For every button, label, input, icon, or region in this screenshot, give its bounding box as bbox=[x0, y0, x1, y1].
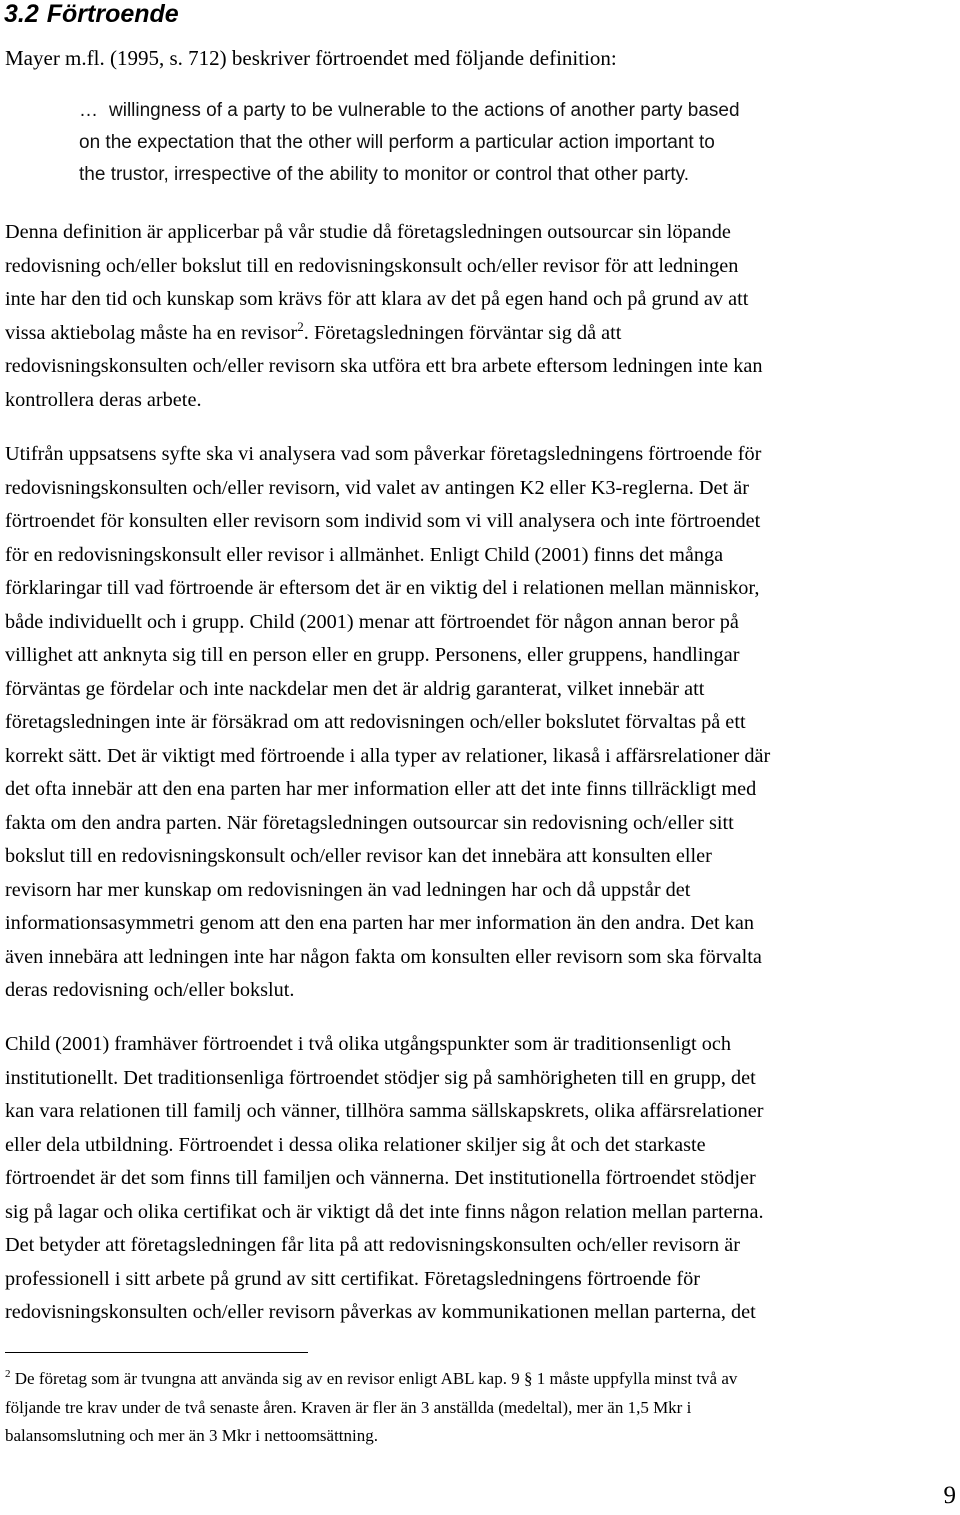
text-line: inte har den tid och kunskap som krävs för att klara av det på egen hand och på grund av att bbox=[5, 288, 749, 310]
text-line: redovisning och/eller bokslut till en redovisningskonsult och/eller revisor för att ledningen bbox=[5, 254, 739, 277]
text-line: företagsledningen inte är försäkrad om att redovisningen och/eller bokslutet förvaltas på ett bbox=[5, 711, 746, 733]
text-line: bokslut till en redovisningskonsult och/eller revisor kan det innebära att konsulten eller bbox=[5, 845, 712, 867]
section-number: 3.2 bbox=[4, 0, 39, 28]
text-line: professionell i sitt arbete på grund av sitt certifikat. Företagsledningens förtroende för bbox=[5, 1267, 700, 1290]
text-line: fakta om den andra parten. När företagsledningen outsourcar sin redovisning och/eller sitt bbox=[5, 811, 734, 834]
text-line: villighet att anknyta sig till en person eller en grupp. Personens, eller gruppens, handlingar bbox=[5, 644, 740, 666]
text-line: deras redovisning och/eller bokslut. bbox=[5, 979, 295, 1001]
text-line: även innebära att ledningen inte har någon fakta om konsulten eller revisorn som ska förvalta bbox=[5, 945, 762, 968]
block-quote bbox=[79, 95, 909, 191]
text-line: förklaringar till vad förtroende är eftersom det är en viktig del i relationen mellan människor, bbox=[5, 577, 760, 599]
text-line: sig på lagar och olika certifikat och är viktigt då det inte finns någon relation mellan parterna. bbox=[5, 1200, 764, 1223]
text-line: för en redovisningskonsult eller revisor i allmänhet. Enligt Child (2001) finns det många bbox=[5, 543, 724, 566]
text-line: förväntas ge fördelar och inte nackdelar men det är aldrig garanterat, vilket innebär att bbox=[5, 677, 705, 700]
intro-text: Mayer m.fl. (1995, s. 712) beskriver förtroendet med följande definition: bbox=[5, 46, 617, 70]
text-line: informationsasymmetri genom att den ena parten har mer information än den andra. Det kan bbox=[5, 912, 755, 934]
text-line: institutionellt. Det traditionsenliga förtroendet stödjer sig på samhörigheten till en grupp, det bbox=[5, 1066, 756, 1089]
text-line: Denna definition är applicerbar på vår studie då företagsledningen outsourcar sin löpande bbox=[5, 221, 731, 243]
footnote-line: balansomslutning och mer än 3 Mkr i nettoomsättning. bbox=[5, 1426, 379, 1445]
text-line: det ofta innebär att den ena parten har mer information eller att det inte finns tillräckligt med bbox=[5, 778, 757, 800]
text-line: korrekt sätt. Det är viktigt med förtroende i alla typer av relationer, likaså i affärsrelationer där bbox=[5, 744, 771, 767]
text-line: kan vara relationen till familj och vänner, tillhöra samma sällskapskrets, olika affärsrelationer bbox=[5, 1100, 764, 1122]
text-line: revisorn har mer kunskap om redovisningen än vad ledningen har och då uppstår det bbox=[5, 878, 691, 901]
footnote bbox=[5, 1365, 955, 1451]
section-title: Förtroende bbox=[46, 0, 179, 28]
paragraph-2 bbox=[5, 438, 960, 1008]
footnote-separator bbox=[5, 1352, 308, 1353]
footnote-line: följande tre krav under de två senaste åren. Kraven är fler än 3 anställda (medeltal), mer än 1,5 Mkr i bbox=[5, 1397, 692, 1417]
section-heading bbox=[4, 0, 179, 30]
paragraph-3 bbox=[5, 1028, 960, 1330]
page-number: 9 bbox=[943, 1482, 956, 1509]
paragraph-1 bbox=[5, 216, 960, 417]
text-line: Det betyder att företagsledningen får lita på att redovisningskonsulten och/eller revisorn är bbox=[5, 1234, 740, 1256]
text-line: förtroendet är det som finns till familjen och vännerna. Det institutionella förtroendet stödjer bbox=[5, 1167, 756, 1189]
footnote-number: 2 bbox=[5, 1368, 11, 1380]
quote-line: … willingness of a party to be vulnerable to the actions of another party based bbox=[79, 95, 909, 127]
text-line: redovisningskonsulten och/eller revisorn påverkas av kommunikationen mellan parterna, det bbox=[5, 1301, 756, 1323]
quote-line: on the expectation that the other will perform a particular action important to bbox=[79, 132, 715, 153]
text-line: både individuellt och i grupp. Child (2001) menar att förtroendet för någon annan beror på bbox=[5, 610, 739, 633]
text-line: eller dela utbildning. Förtroendet i dessa olika relationer skiljer sig åt och det starkaste bbox=[5, 1133, 706, 1156]
text-line: Child (2001) framhäver förtroendet i två olika utgångspunkter som är traditionsenligt och bbox=[5, 1033, 731, 1055]
section-sign: § bbox=[523, 1369, 533, 1388]
footnote-line: $^2$ De företag som är tvungna att använda sig av en revisor enligt ABL kap. 9 § 1 måste uppfylla minst två av bbox=[5, 1368, 738, 1388]
footnote-reference[interactable]: 2 bbox=[297, 318, 304, 334]
quote-line: the trustor, irrespective of the ability to monitor or control that other party. bbox=[79, 164, 690, 185]
quote-ellipsis: … bbox=[79, 100, 98, 121]
text-line: redovisningskonsulten och/eller revisorn, vid valet av antingen K2 eller K3-reglerna. Det är bbox=[5, 476, 749, 499]
text-line: kontrollera deras arbete. bbox=[5, 388, 202, 411]
text-line: redovisningskonsulten och/eller revisorn ska utföra ett bra arbete eftersom ledningen inte kan bbox=[5, 355, 763, 377]
text-line: vissa aktiebolag måste ha en revisor$^2$. Företagsledningen förväntar sig då att bbox=[5, 318, 622, 344]
text-line: Utifrån uppsatsens syfte ska vi analysera vad som påverkar företagsledningens förtroende för bbox=[5, 443, 762, 465]
text-line: förtroendet för konsulten eller revisorn som individ som vi vill analysera och inte förtroendet bbox=[5, 510, 761, 532]
